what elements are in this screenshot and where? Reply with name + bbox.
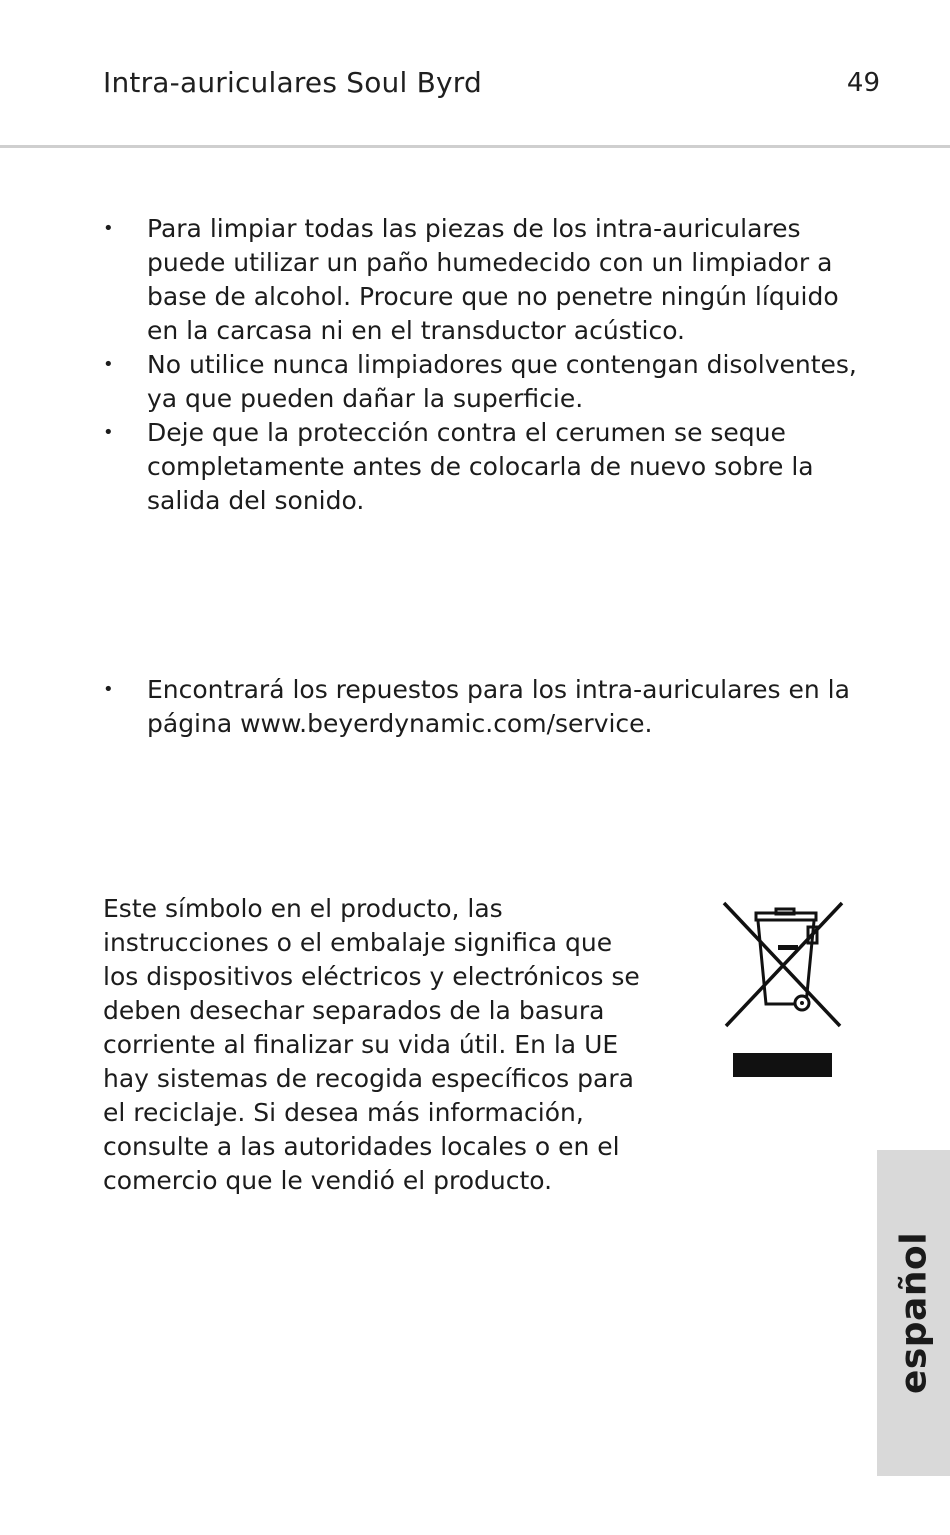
language-label: español [893, 1231, 934, 1395]
bullet-icon: • [103, 218, 114, 239]
list-item-text: Deje que la protección contra el cerumen se seque completamente antes de colocarla de nuevo sobre la salida del sonido. [147, 418, 814, 515]
list-item [103, 212, 863, 348]
list-item-text: No utilice nunca limpiadores que contengan disolventes, ya que pueden dañar la superficie. [147, 350, 857, 413]
bullet-icon: • [103, 354, 114, 375]
page-number: 49 [846, 68, 880, 98]
spare-parts-list [103, 673, 863, 741]
care-instructions-list [103, 212, 863, 518]
header-divider [0, 145, 950, 148]
list-item-text: Encontrará los repuestos para los intra-auriculares en la página www.beyerdynamic.com/service. [147, 675, 850, 738]
bullet-icon: • [103, 422, 114, 443]
crossed-out-wheelie-bin-icon [722, 900, 844, 1080]
language-tab [877, 1150, 950, 1476]
bullet-icon: • [103, 679, 114, 700]
page-header-title: Intra-auriculares Soul Byrd [103, 66, 482, 99]
list-item [103, 673, 863, 741]
list-item [103, 348, 863, 416]
list-item-text: Para limpiar todas las piezas de los intra-auriculares puede utilizar un paño humedecido con un limpiador a base de alcohol. Procure que no penetre ningún líquido en la carcasa ni en el transductor acústico. [147, 214, 839, 345]
list-item [103, 416, 863, 518]
weee-disposal-text: Este símbolo en el producto, las instrucciones o el embalaje significa que los dispositivos eléctricos y electrónicos se deben desechar separados de la basura corriente al finalizar su vida útil. En la UE hay sistemas de recogida específicos para el reciclaje. Si desea más información, consulte a las autoridades locales o en el comercio que le vendió el producto. [103, 894, 640, 1195]
